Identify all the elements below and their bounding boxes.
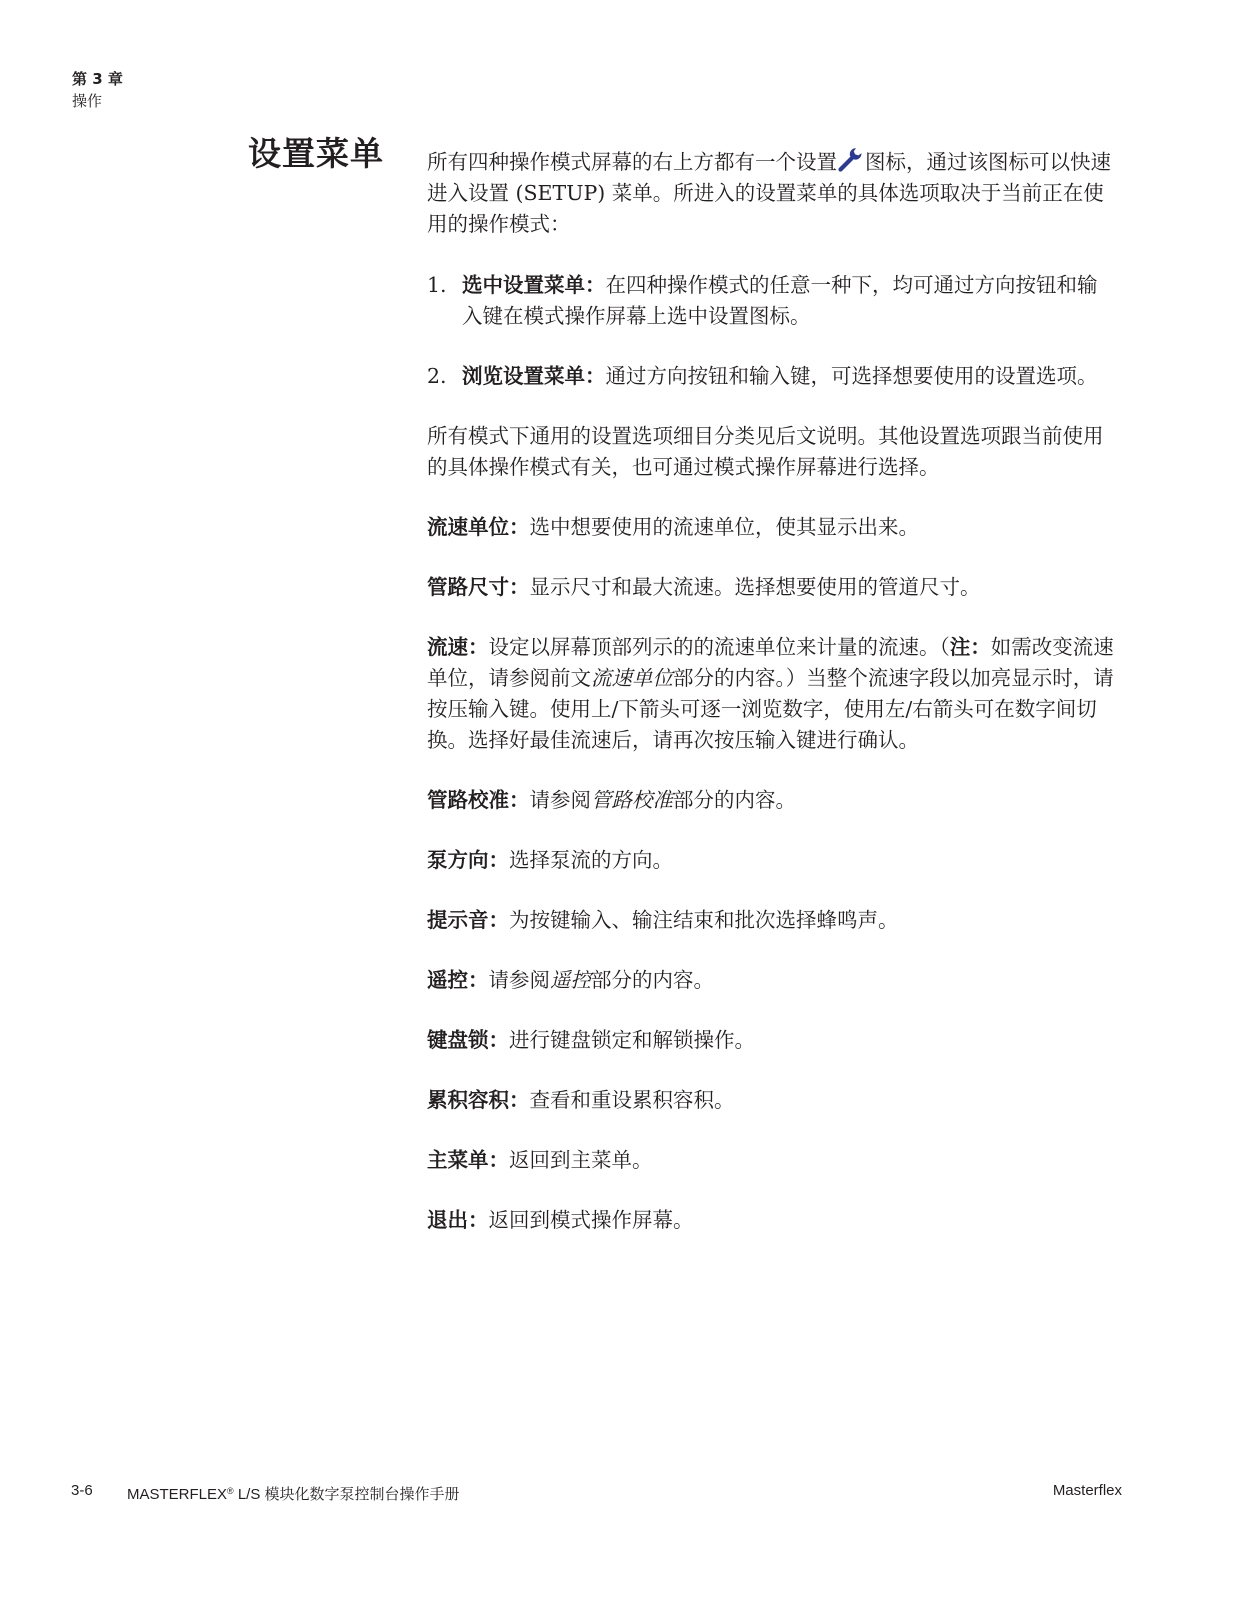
option-keypad-lock — [427, 1025, 1117, 1056]
step-term: 选中设置菜单： — [462, 273, 606, 297]
option-term: 流速单位： — [427, 515, 530, 539]
option-term: 键盘锁： — [427, 1028, 509, 1052]
list-item — [427, 361, 1117, 392]
section-title: 设置菜单 — [248, 134, 384, 173]
option-remote — [427, 965, 1117, 996]
option-text: 部分的内容。）当整个流速字段以加亮显示时，请按压输入键。使用上/下箭头可逐一浏览数字，使用左/右箭头可在数字间切换。选择好最佳流速后，请再次按压输入键进行确认。 — [427, 666, 1114, 752]
intro-text-after-icon: 图标，通过该图标可以快速进入设置 (SETUP) 菜单。所进入的设置菜单的具体选项取决于当前正在使用的操作模式： — [427, 150, 1111, 236]
general-note-paragraph: 所有模式下通用的设置选项细目分类见后文说明。其他设置选项跟当前使用的具体操作模式有关，也可通过模式操作屏幕进行选择。 — [427, 424, 1104, 479]
option-text: 返回到模式操作屏幕。 — [488, 1208, 694, 1232]
footer-brand: Masterflex — [1052, 1482, 1122, 1499]
option-term: 泵方向： — [427, 848, 509, 872]
note-label: 注： — [949, 635, 991, 659]
option-text: 如需改变流速单位，请参阅前文 — [427, 635, 1114, 690]
option-text: 部分的内容。 — [591, 968, 714, 992]
steps-list — [427, 270, 1117, 392]
option-text: 查看和重设累积容积。 — [529, 1088, 735, 1112]
option-flow-rate — [427, 632, 1117, 756]
option-text: 部分的内容。 — [673, 788, 796, 812]
option-exit — [427, 1205, 1117, 1236]
section-reference: 遥控 — [550, 968, 591, 992]
step-term: 浏览设置菜单： — [462, 364, 606, 388]
option-term: 累积容积： — [427, 1088, 530, 1112]
option-text: 进行键盘锁定和解锁操作。 — [509, 1028, 755, 1052]
chapter-header — [72, 68, 123, 112]
section-body — [427, 146, 1117, 1265]
option-cumulative-volume — [427, 1085, 1117, 1116]
option-term: 流速： — [427, 635, 489, 659]
option-pump-direction — [427, 845, 1117, 876]
option-main-menu — [427, 1145, 1117, 1176]
option-text: 选择泵流的方向。 — [509, 848, 673, 872]
option-text: 为按键输入、输注结束和批次选择蜂鸣声。 — [509, 908, 899, 932]
footer-product: MASTERFLEX — [127, 1486, 228, 1503]
option-text: 显示尺寸和最大流速。选择想要使用的管道尺寸。 — [529, 575, 981, 599]
option-flow-units — [427, 512, 1117, 543]
chapter-number: 第 3 章 — [72, 70, 123, 88]
intro-paragraph — [427, 146, 1117, 240]
option-text: 设定以屏幕顶部列示的的流速单位来计量的流速。（ — [488, 635, 950, 659]
step-text: 在四种操作模式的任意一种下，均可通过方向按钮和输入键在模式操作屏幕上选中设置图标。 — [462, 273, 1098, 328]
footer-manual-title — [127, 1481, 460, 1505]
option-beep — [427, 905, 1117, 936]
option-text: 请参阅 — [529, 788, 591, 812]
wrench-icon — [838, 146, 864, 172]
registered-mark: ® — [227, 1486, 234, 1496]
step-number: 1. — [427, 273, 447, 297]
section-reference: 管路校准 — [591, 788, 673, 812]
section-reference: 流速单位 — [591, 666, 673, 690]
step-number: 2. — [427, 364, 447, 388]
option-term: 管路校准： — [427, 788, 530, 812]
option-term: 遥控： — [427, 968, 489, 992]
option-tubing-calibration — [427, 785, 1117, 816]
option-term: 退出： — [427, 1208, 489, 1232]
option-text: 选中想要使用的流速单位，使其显示出来。 — [529, 515, 919, 539]
step-text: 通过方向按钮和输入键，可选择想要使用的设置选项。 — [605, 364, 1098, 388]
list-item — [427, 270, 1117, 332]
footer-page-number: 3-6 — [71, 1482, 93, 1499]
option-term: 管路尺寸： — [427, 575, 530, 599]
option-term: 提示音： — [427, 908, 509, 932]
chapter-title: 操作 — [72, 92, 103, 110]
option-text: 请参阅 — [488, 968, 550, 992]
intro-text-before-icon: 所有四种操作模式屏幕的右上方都有一个设置 — [427, 150, 837, 174]
option-tubing-size — [427, 572, 1117, 603]
option-text: 返回到主菜单。 — [509, 1148, 653, 1172]
footer-manual-name: L/S 模块化数字泵控制台操作手册 — [233, 1486, 460, 1503]
option-term: 主菜单： — [427, 1148, 509, 1172]
